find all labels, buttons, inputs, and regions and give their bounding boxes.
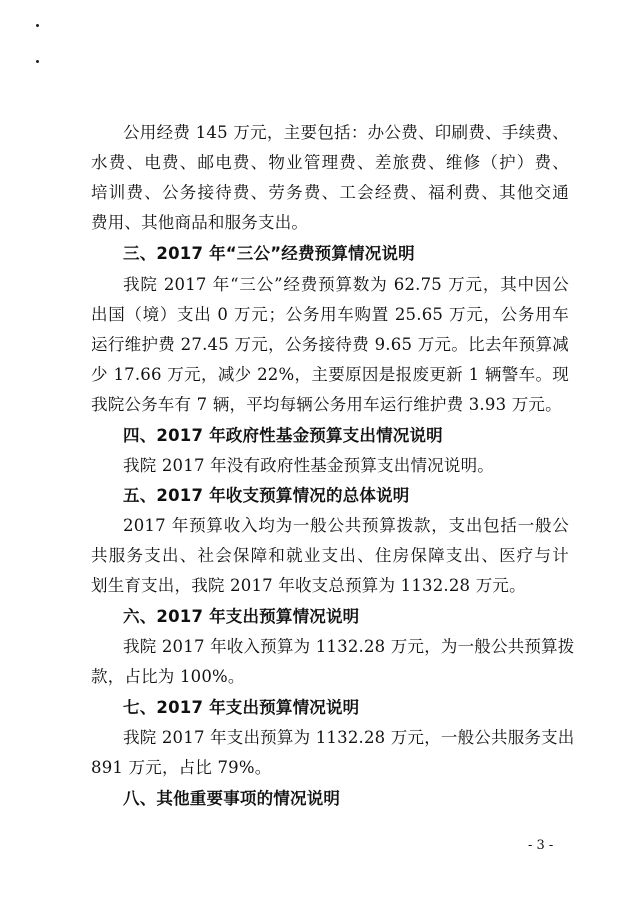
body-text-line: 我院公务车有 7 辆，平均每辆公务用车运行维护费 3.93 万元。	[91, 395, 562, 414]
section-heading-four: 四、2017 年政府性基金预算支出情况说明	[123, 426, 443, 445]
body-text-line: 我院 2017 年收入预算为 1132.28 万元，为一般公共预算拨	[123, 637, 575, 656]
body-text-line: 水费、电费、邮电费、物业管理费、差旅费、维修（护）费、	[91, 153, 569, 172]
body-text-line: 运行维护费 27.45 万元，公务接待费 9.65 万元。比去年预算减	[91, 335, 569, 354]
body-text-line: 我院 2017 年支出预算为 1132.28 万元，一般公共服务支出	[123, 728, 575, 747]
page-number: - 3 -	[528, 838, 554, 853]
section-heading-three: 三、2017 年“三公”经费预算情况说明	[123, 244, 415, 263]
body-text-line: 公用经费 145 万元，主要包括：办公费、印刷费、手续费、	[123, 123, 569, 142]
body-text-line: 891 万元，占比 79%。	[91, 758, 272, 777]
body-text-line: 培训费、公务接待费、劳务费、工会经费、福利费、其他交通	[91, 183, 569, 202]
scan-mark-dot	[36, 60, 39, 63]
body-text-line: 出国（境）支出 0 万元；公务用车购置 25.65 万元，公务用车	[91, 305, 569, 324]
section-heading-eight: 八、其他重要事项的情况说明	[123, 789, 341, 808]
scan-mark-dot	[36, 24, 39, 27]
body-text-line: 共服务支出、社会保障和就业支出、住房保障支出、医疗与计	[91, 546, 569, 565]
body-text-line: 划生育支出，我院 2017 年收支总预算为 1132.28 万元。	[91, 576, 526, 595]
section-heading-five: 五、2017 年收支预算情况的总体说明	[123, 486, 410, 505]
body-text-line: 少 17.66 万元，减少 22%，主要原因是报废更新 1 辆警车。现	[91, 365, 569, 384]
body-text-line: 费用、其他商品和服务支出。	[91, 213, 309, 232]
body-text-line: 2017 年预算收入均为一般公共预算拨款，支出包括一般公	[123, 516, 569, 535]
section-heading-six: 六、2017 年支出预算情况说明	[123, 607, 360, 626]
body-text-line: 款，占比为 100%。	[91, 667, 245, 686]
section-heading-seven: 七、2017 年支出预算情况说明	[123, 698, 360, 717]
body-text-line: 我院 2017 年没有政府性基金预算支出情况说明。	[123, 456, 494, 475]
body-text-line: 我院 2017 年“三公”经费预算数为 62.75 万元，其中因公	[123, 275, 569, 294]
